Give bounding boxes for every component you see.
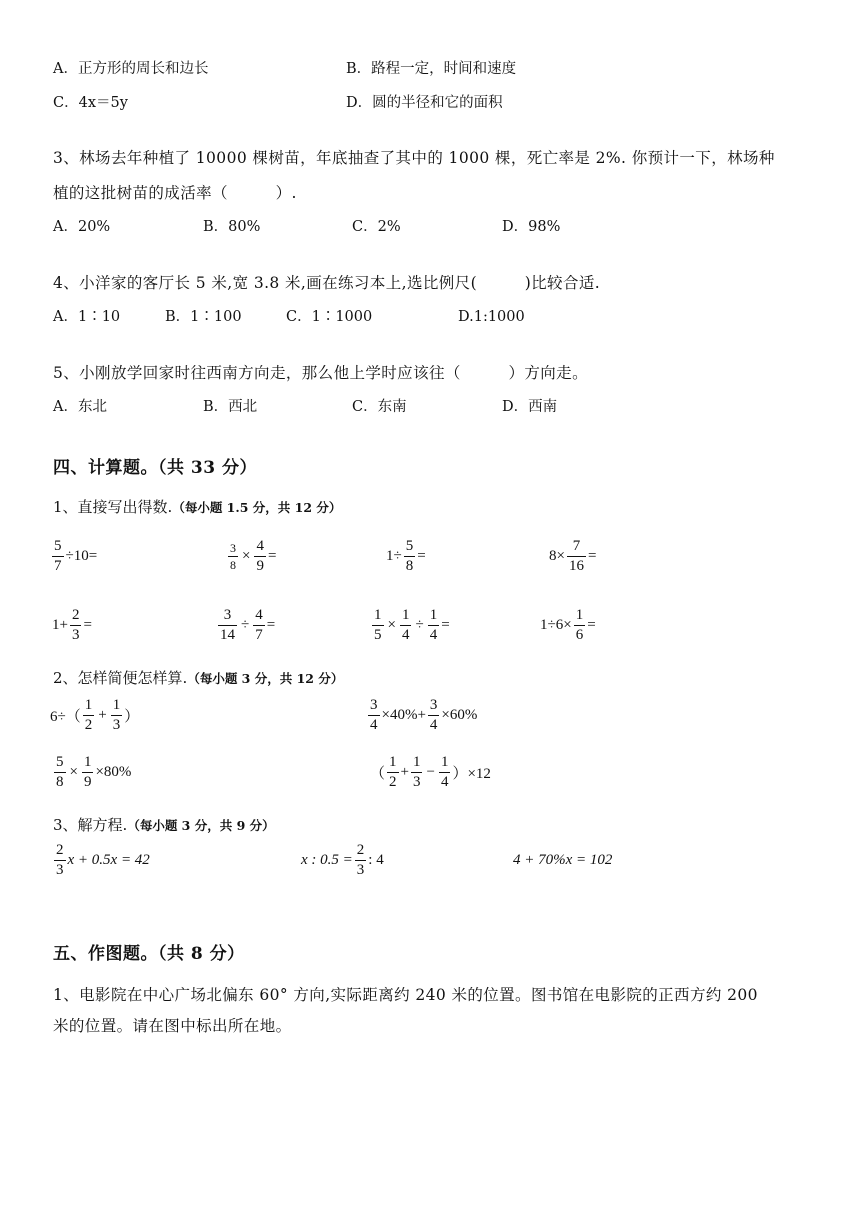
q3-option-b: B．80% xyxy=(203,219,261,235)
equation-1: $\frac{2}{3}$ x + 0.5x = 42 xyxy=(56,842,150,878)
q3-option-d: D．98% xyxy=(502,219,561,235)
q5-option-c: C．东南 xyxy=(352,399,407,415)
calc-part3-label: 3、解方程. xyxy=(53,816,128,834)
calc1-expr-2: $\frac{3}{8}$ × $\frac{4}{9}$ = xyxy=(230,538,277,574)
fraction: $\frac{4}{9}$ xyxy=(256,538,264,574)
fraction: $\frac{2}{3}$ xyxy=(356,842,365,878)
fraction: $\frac{1}{4}$ xyxy=(429,607,438,643)
section5-title: 五、作图题。（共 8 分） xyxy=(53,944,245,964)
fraction: $\frac{2}{3}$ xyxy=(71,607,80,643)
fraction: $\frac{3}{14}$ xyxy=(220,607,235,643)
q4-option-c: C．1∶1000 xyxy=(286,309,373,325)
q3-option-c: C．2% xyxy=(352,219,401,235)
fraction: $\frac{5}{7}$ xyxy=(54,538,62,574)
calc2-expr-4: （ $\frac{1}{2}$ + $\frac{1}{3}$ − $\frac{1}{4}$ ）×12 xyxy=(370,754,491,790)
equation-3: 4 + 70%x = 102 xyxy=(513,852,613,868)
calc1-expr-4: 8× $\frac{7}{16}$ = xyxy=(549,538,597,574)
q2-option-d: D．圆的半径和它的面积 xyxy=(346,95,503,111)
q2-option-c: C．4x＝5y xyxy=(53,95,128,111)
q2-option-b: B．路程一定，时间和速度 xyxy=(346,61,517,77)
q3-option-a: A．20% xyxy=(53,219,111,235)
calc-part2-label: 2、怎样简便怎样算. xyxy=(53,669,188,687)
fraction: $\frac{1}{4}$ xyxy=(401,607,410,643)
calc1-expr-3: 1÷ $\frac{5}{8}$ = xyxy=(386,538,426,574)
fraction: $\frac{3}{4}$ xyxy=(370,697,378,733)
fraction: $\frac{1}{2}$ xyxy=(84,697,93,733)
calc2-expr-1: 6÷（ $\frac{1}{2}$ + $\frac{1}{3}$ ） xyxy=(50,697,140,733)
q4-option-d: D.1:1000 xyxy=(458,309,525,325)
fraction: $\frac{3}{4}$ xyxy=(429,697,438,733)
fraction: $\frac{4}{7}$ xyxy=(255,607,263,643)
q4-option-b: B．1∶100 xyxy=(165,309,242,325)
fraction: $\frac{1}{3}$ xyxy=(112,697,121,733)
fraction: $\frac{1}{3}$ xyxy=(412,754,421,790)
calc2-expr-2: $\frac{3}{4}$ ×40%+ $\frac{3}{4}$ ×60% xyxy=(370,697,478,733)
q3-text-line2: 植的这批树苗的成活率（ ）. xyxy=(53,184,297,202)
fraction: $\frac{1}{6}$ xyxy=(575,607,584,643)
q3-text-line1: 3、林场去年种植了 10000 棵树苗，年底抽查了其中的 1000 棵，死亡率是 2%. 你预计一下，林场种 xyxy=(53,149,775,167)
calc1-expr-8: 1÷6× $\frac{1}{6}$ = xyxy=(540,607,596,643)
fraction: $\frac{1}{9}$ xyxy=(83,754,92,790)
fraction: $\frac{5}{8}$ xyxy=(56,754,64,790)
q4-option-a: A．1∶10 xyxy=(53,309,121,325)
calc-part1-note: （每小题 1.5 分，共 12 分） xyxy=(172,500,342,515)
drawing-question-line2: 米的位置。请在图中标出所在地。 xyxy=(53,1017,292,1035)
calc1-expr-5: 1+ $\frac{2}{3}$ = xyxy=(52,607,92,643)
calc1-expr-6: $\frac{3}{14}$ ÷ $\frac{4}{7}$ = xyxy=(220,607,276,643)
calc-part2-title xyxy=(53,668,343,689)
fraction: $\frac{7}{16}$ xyxy=(568,538,584,574)
fraction: $\frac{1}{4}$ xyxy=(440,754,449,790)
q5-option-b: B．西北 xyxy=(203,399,258,415)
fraction: $\frac{5}{8}$ xyxy=(405,538,414,574)
calc-part1-label: 1、直接写出得数. xyxy=(53,498,173,516)
calc2-expr-3: $\frac{5}{8}$ × $\frac{1}{9}$ ×80% xyxy=(56,754,132,790)
fraction: $\frac{1}{2}$ xyxy=(389,754,397,790)
calc-part3-note: （每小题 3 分，共 9 分） xyxy=(127,818,275,833)
fraction: $\frac{2}{3}$ xyxy=(56,842,64,878)
calc-part1-title xyxy=(53,497,341,518)
q5-option-d: D．西南 xyxy=(502,399,558,415)
drawing-question-line1: 1、电影院在中心广场北偏东 60° 方向,实际距离约 240 米的位置。图书馆在电影院的正西方约 200 xyxy=(53,986,758,1004)
calc-part2-note: （每小题 3 分，共 12 分） xyxy=(187,671,344,686)
q4-text: 4、小洋家的客厅长 5 米,宽 3.8 米,画在练习本上,选比例尺( )比较合适. xyxy=(53,274,601,292)
fraction: $\frac{3}{8}$ xyxy=(230,541,236,572)
calc-part3-title xyxy=(53,815,275,836)
q5-option-a: A．东北 xyxy=(53,399,107,415)
fraction: $\frac{1}{5}$ xyxy=(374,607,382,643)
section4-title: 四、计算题。（共 33 分） xyxy=(53,458,257,478)
q5-text: 5、小刚放学回家时往西南方向走，那么他上学时应该往（ ）方向走。 xyxy=(53,364,588,382)
calc1-expr-7: $\frac{1}{5}$ × $\frac{1}{4}$ ÷ $\frac{1}{4}$ = xyxy=(374,607,450,643)
equation-2: x : 0.5 = $\frac{2}{3}$ : 4 xyxy=(301,842,384,878)
calc1-expr-1: $\frac{5}{7}$ ÷10= xyxy=(54,538,98,574)
q2-option-a: A．正方形的周长和边长 xyxy=(53,61,209,77)
